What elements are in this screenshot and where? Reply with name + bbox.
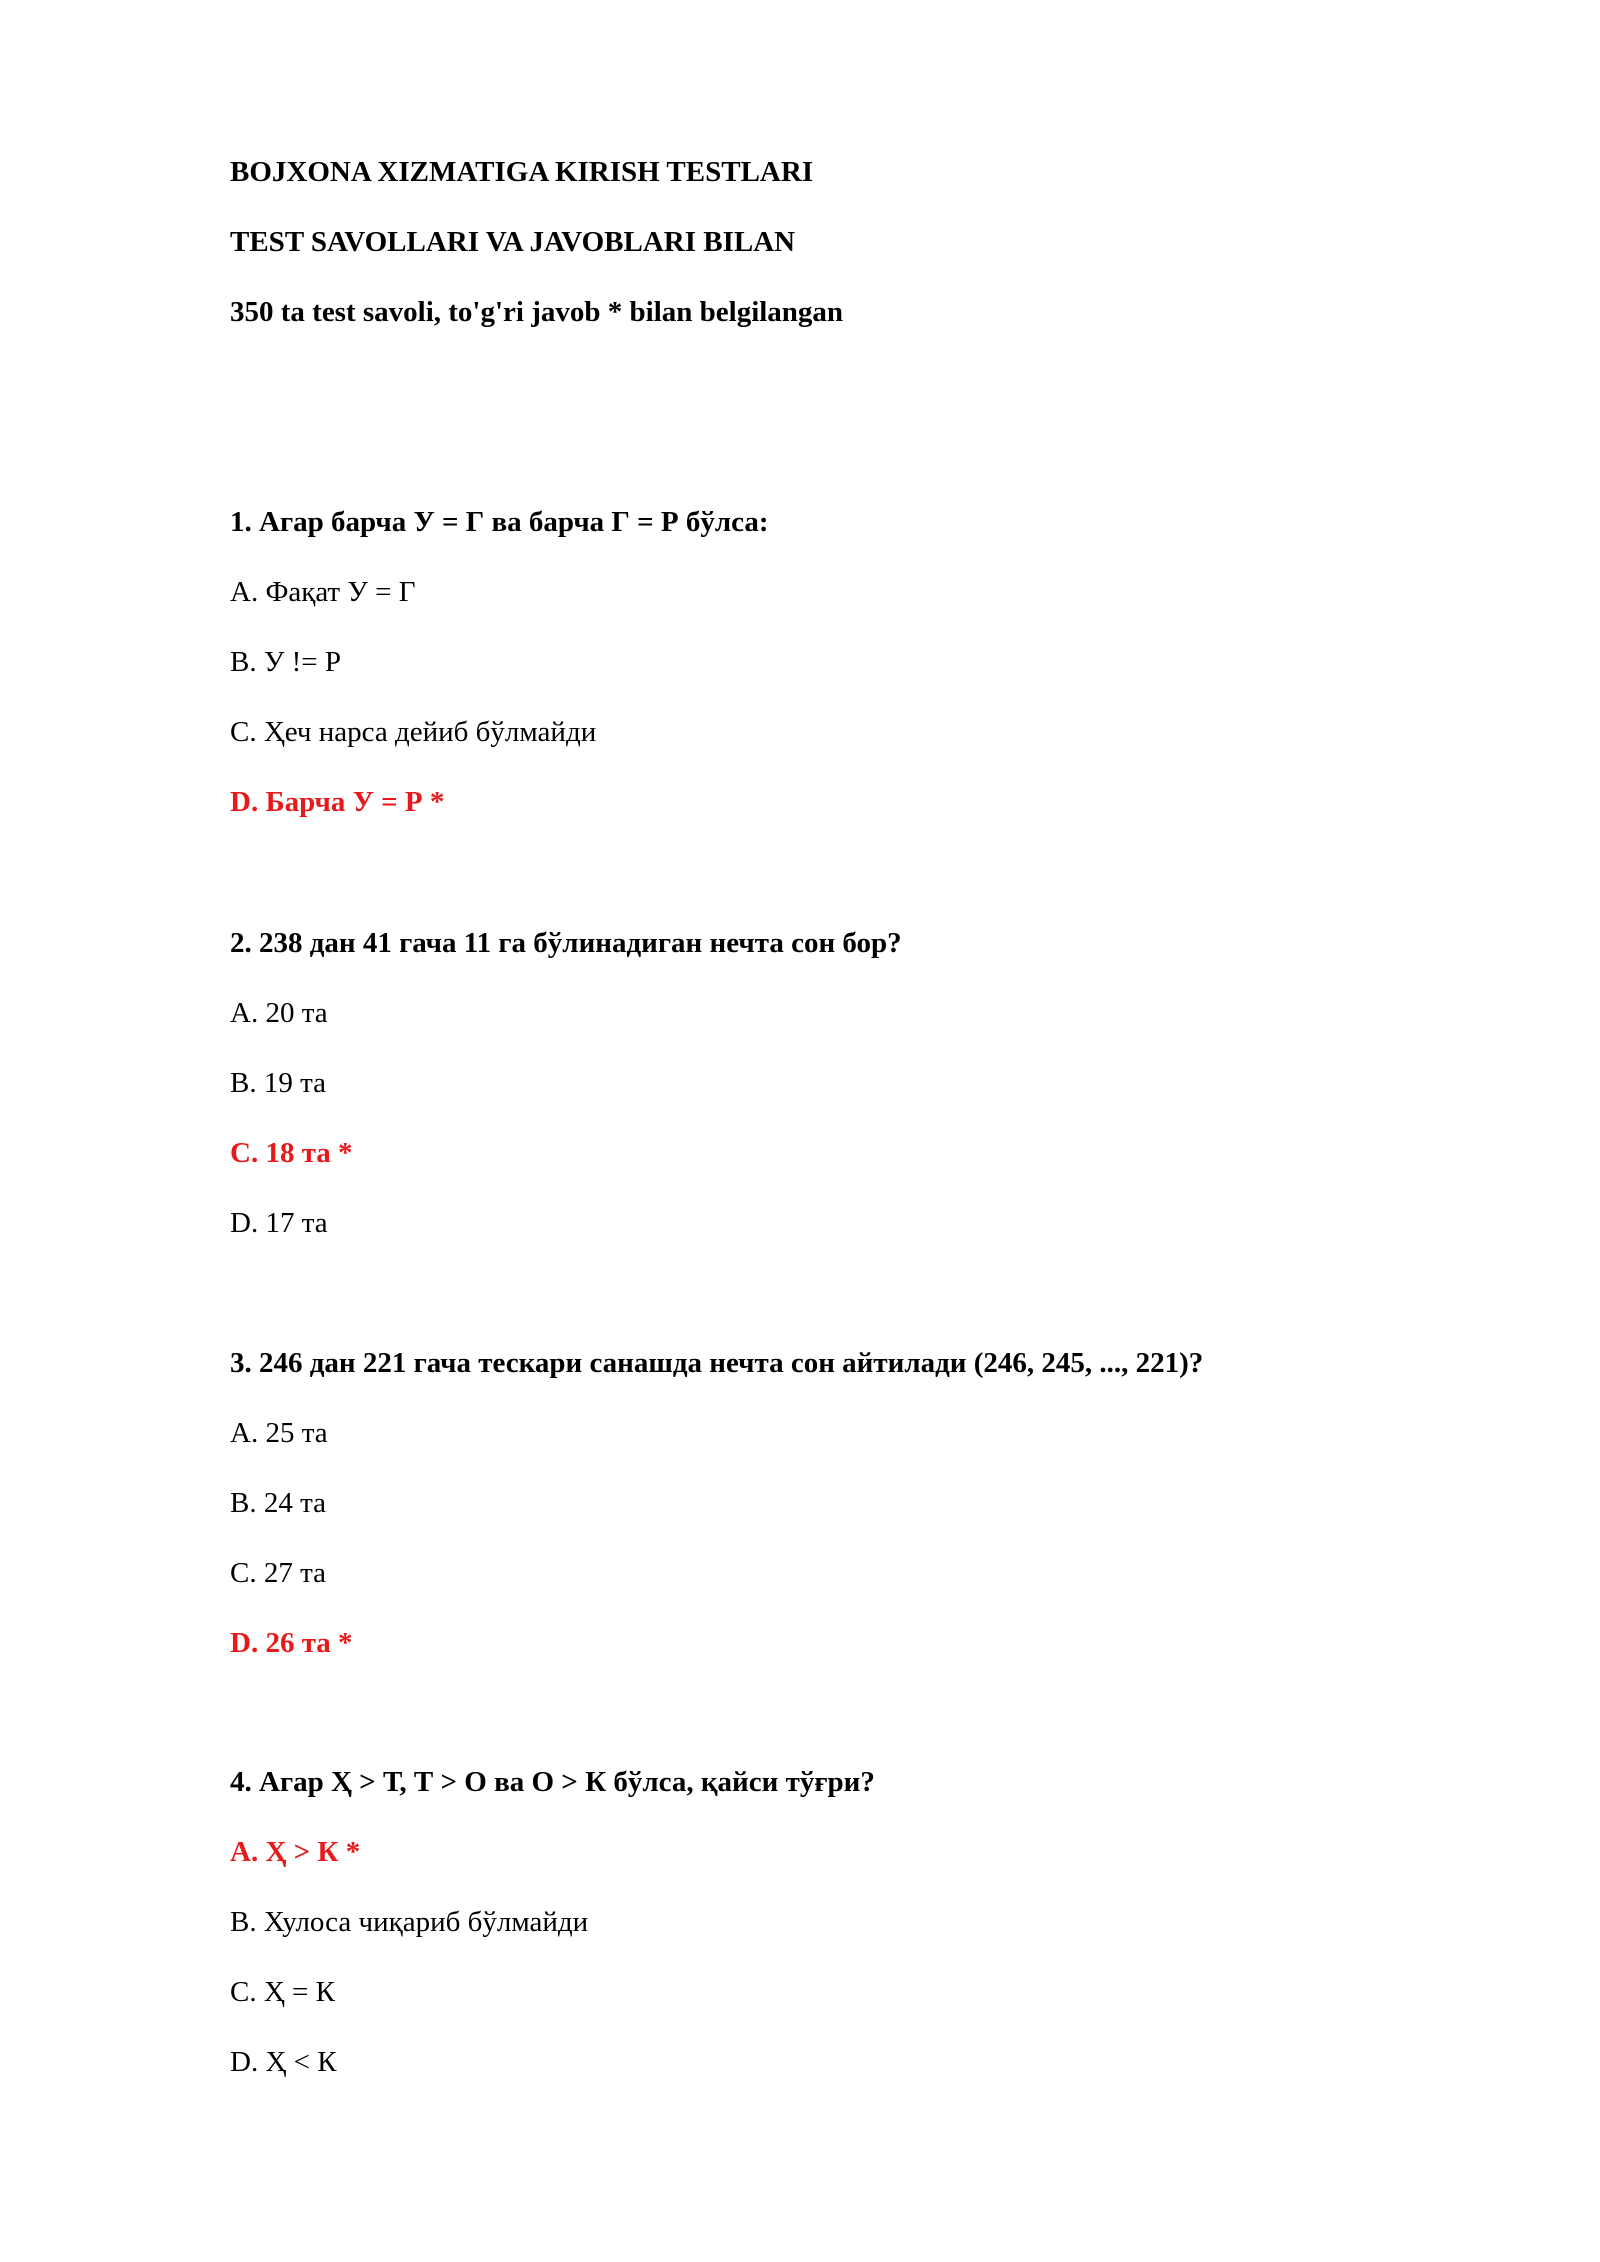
question-4-option-b: B. Хулоса чиқариб бўлмайди (230, 1906, 589, 1938)
question-2-option-d: D. 17 та (230, 1207, 328, 1239)
document-note: 350 ta test savoli, to'g'ri javob * bilan belgilangan (230, 296, 844, 328)
question-2-option-a: A. 20 та (230, 997, 328, 1029)
question-2: 2. 238 дан 41 гача 11 га бўлинадиган нечта сон бор? (230, 927, 902, 959)
question-2-option-b: B. 19 та (230, 1067, 326, 1099)
question-1: 1. Агар барча У = Г ва барча Г = Р бўлса: (230, 506, 769, 538)
question-3-option-a: A. 25 та (230, 1417, 328, 1449)
document-subtitle: TEST SAVOLLARI VA JAVOBLARI BILAN (230, 226, 796, 258)
question-4-option-a-correct: A. Ҳ > К * (230, 1836, 361, 1868)
question-1-option-d-correct: D. Барча У = Р * (230, 786, 445, 818)
question-3-option-b: B. 24 та (230, 1487, 326, 1519)
question-3-option-d-correct: D. 26 та * (230, 1627, 353, 1659)
question-3-option-c: C. 27 та (230, 1557, 326, 1589)
question-2-option-c-correct: C. 18 та * (230, 1137, 353, 1169)
question-4-option-d: D. Ҳ < К (230, 2046, 337, 2078)
question-1-option-c: C. Ҳеч нарса дейиб бўлмайди (230, 716, 597, 748)
document-title: BOJXONA XIZMATIGA KIRISH TESTLARI (230, 156, 814, 188)
question-3: 3. 246 дан 221 гача тескари санашда нечта сон айтилади (246, 245, ..., 221)? (230, 1347, 1204, 1379)
question-1-option-a: A. Фақат У = Г (230, 576, 416, 608)
question-1-option-b: B. У != Р (230, 646, 342, 678)
question-4-option-c: C. Ҳ = К (230, 1976, 335, 2008)
question-4: 4. Агар Ҳ > Т, Т > О ва О > К бўлса, қайси тўғри? (230, 1766, 875, 1798)
